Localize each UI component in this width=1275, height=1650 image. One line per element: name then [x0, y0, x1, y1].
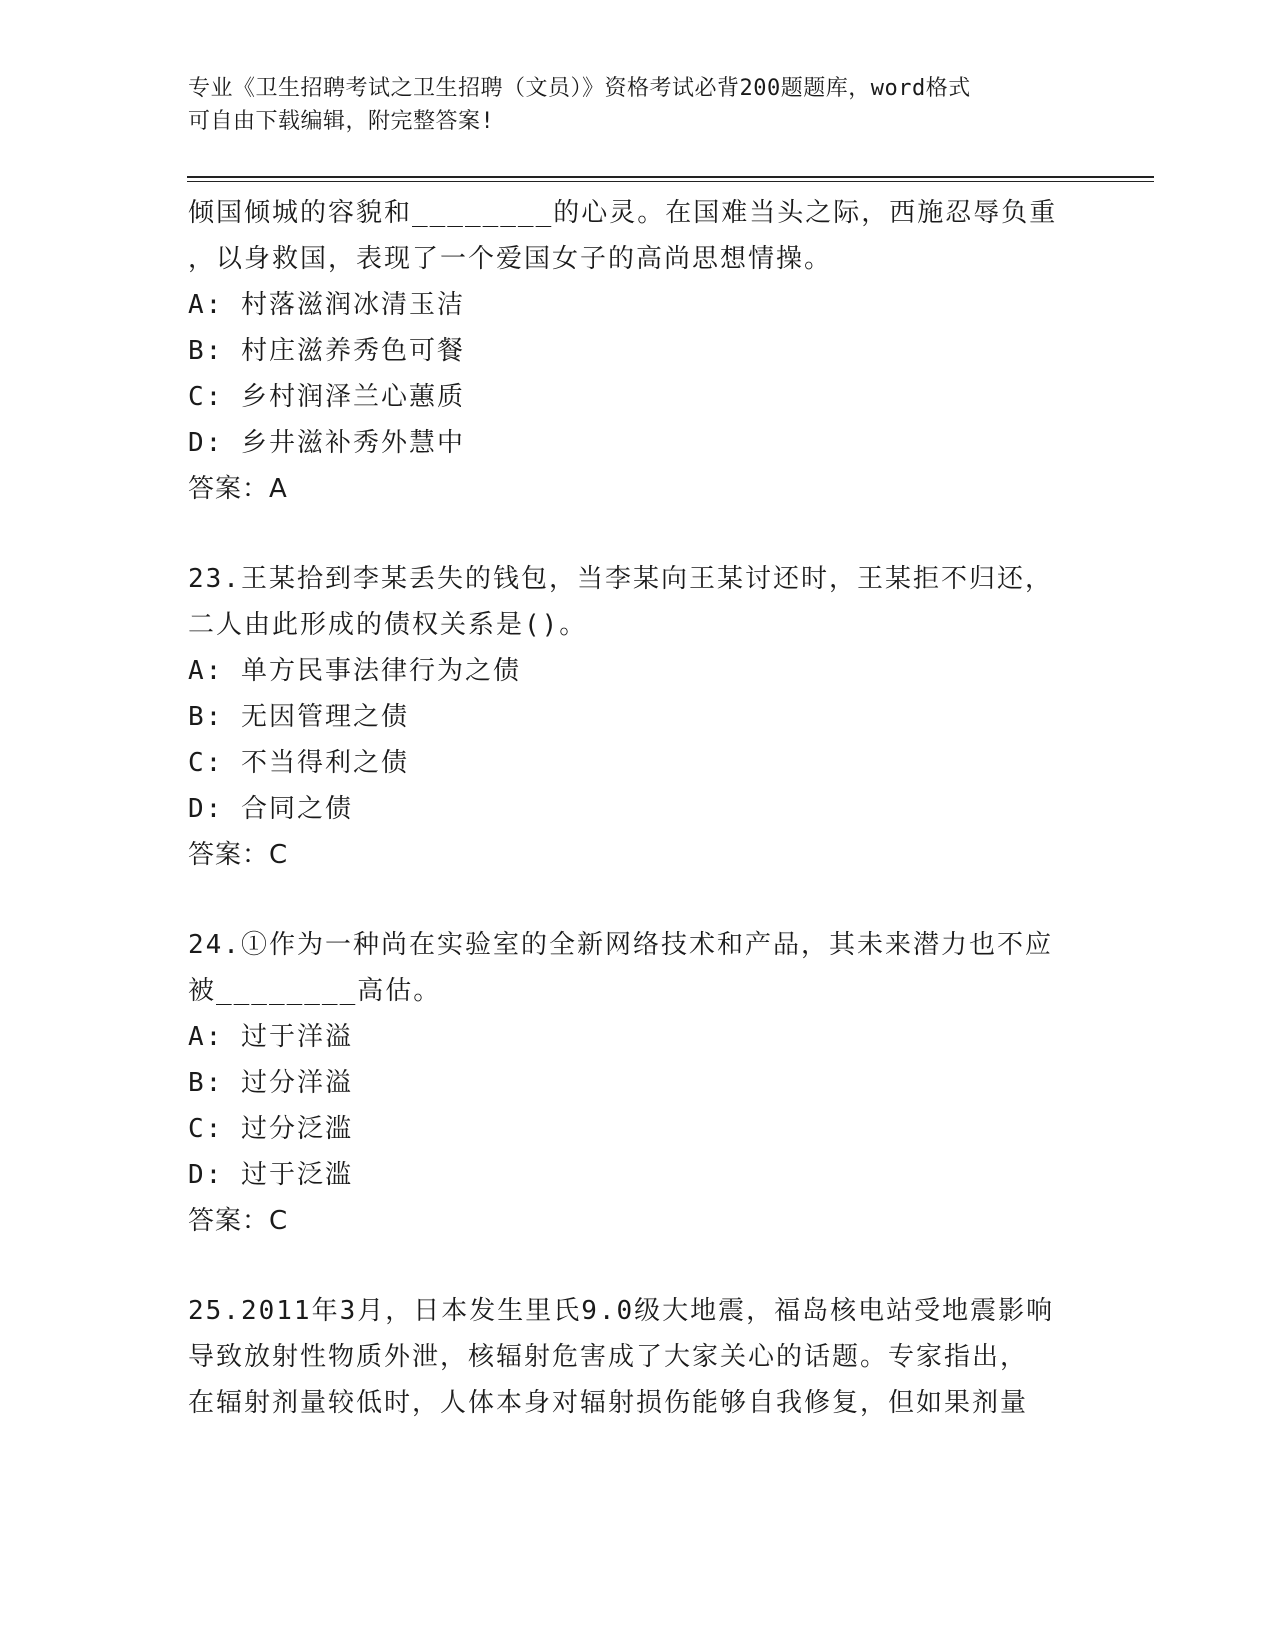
answer-line: 答案：C — [188, 840, 289, 870]
header-divider-thick — [187, 176, 1154, 178]
option-b: B: 无因管理之债 — [188, 702, 409, 732]
question-spacer — [188, 512, 1088, 556]
question-spacer — [188, 1244, 1088, 1288]
option-a: A: 村落滋润冰清玉洁 — [188, 290, 465, 320]
question-24 — [188, 922, 1088, 1244]
question-stem: 24.①作为一种尚在实验室的全新网络技术和产品，其未来潜力也不应 — [188, 930, 1053, 960]
option-c: C: 不当得利之债 — [188, 748, 409, 778]
option-a: A: 单方民事法律行为之债 — [188, 656, 521, 686]
question-stem: 在辐射剂量较低时，人体本身对辐射损伤能够自我修复，但如果剂量 — [188, 1388, 1029, 1418]
option-d: D: 过于泛滥 — [188, 1160, 353, 1190]
question-stem: 25.2011年3月，日本发生里氏9.0级大地震，福岛核电站受地震影响 — [188, 1296, 1055, 1326]
question-23 — [188, 556, 1088, 878]
question-25 — [188, 1288, 1088, 1426]
question-stem: 倾国倾城的容貌和________的心灵。在国难当头之际，西施忍辱负重 — [188, 198, 1058, 228]
header-divider-thin — [187, 181, 1154, 182]
question-list — [188, 190, 1088, 1426]
question-stem: 导致放射性物质外泄，核辐射危害成了大家关心的话题。专家指出， — [188, 1342, 1029, 1372]
document-header — [188, 72, 1088, 138]
answer-line: 答案：C — [188, 1206, 289, 1236]
option-c: C: 乡村润泽兰心蕙质 — [188, 382, 465, 412]
question-22 — [188, 190, 1088, 512]
question-spacer — [188, 878, 1088, 922]
option-b: B: 村庄滋养秀色可餐 — [188, 336, 465, 366]
option-d: D: 乡井滋补秀外慧中 — [188, 428, 465, 458]
option-c: C: 过分泛滥 — [188, 1114, 353, 1144]
option-d: D: 合同之债 — [188, 794, 353, 824]
header-title-line-1: 专业《卫生招聘考试之卫生招聘（文员）》资格考试必背200题题库，word格式 — [188, 76, 971, 101]
answer-line: 答案：A — [188, 474, 288, 504]
option-b: B: 过分洋溢 — [188, 1068, 353, 1098]
question-stem: 23.王某拾到李某丢失的钱包，当李某向王某讨还时，王某拒不归还， — [188, 564, 1053, 594]
question-stem: 二人由此形成的债权关系是()。 — [188, 610, 588, 640]
option-a: A: 过于洋溢 — [188, 1022, 353, 1052]
question-stem: 被________高估。 — [188, 976, 442, 1006]
question-stem: ，以身救国，表现了一个爱国女子的高尚思想情操。 — [188, 244, 833, 274]
header-title-line-2: 可自由下载编辑，附完整答案! — [188, 109, 495, 134]
